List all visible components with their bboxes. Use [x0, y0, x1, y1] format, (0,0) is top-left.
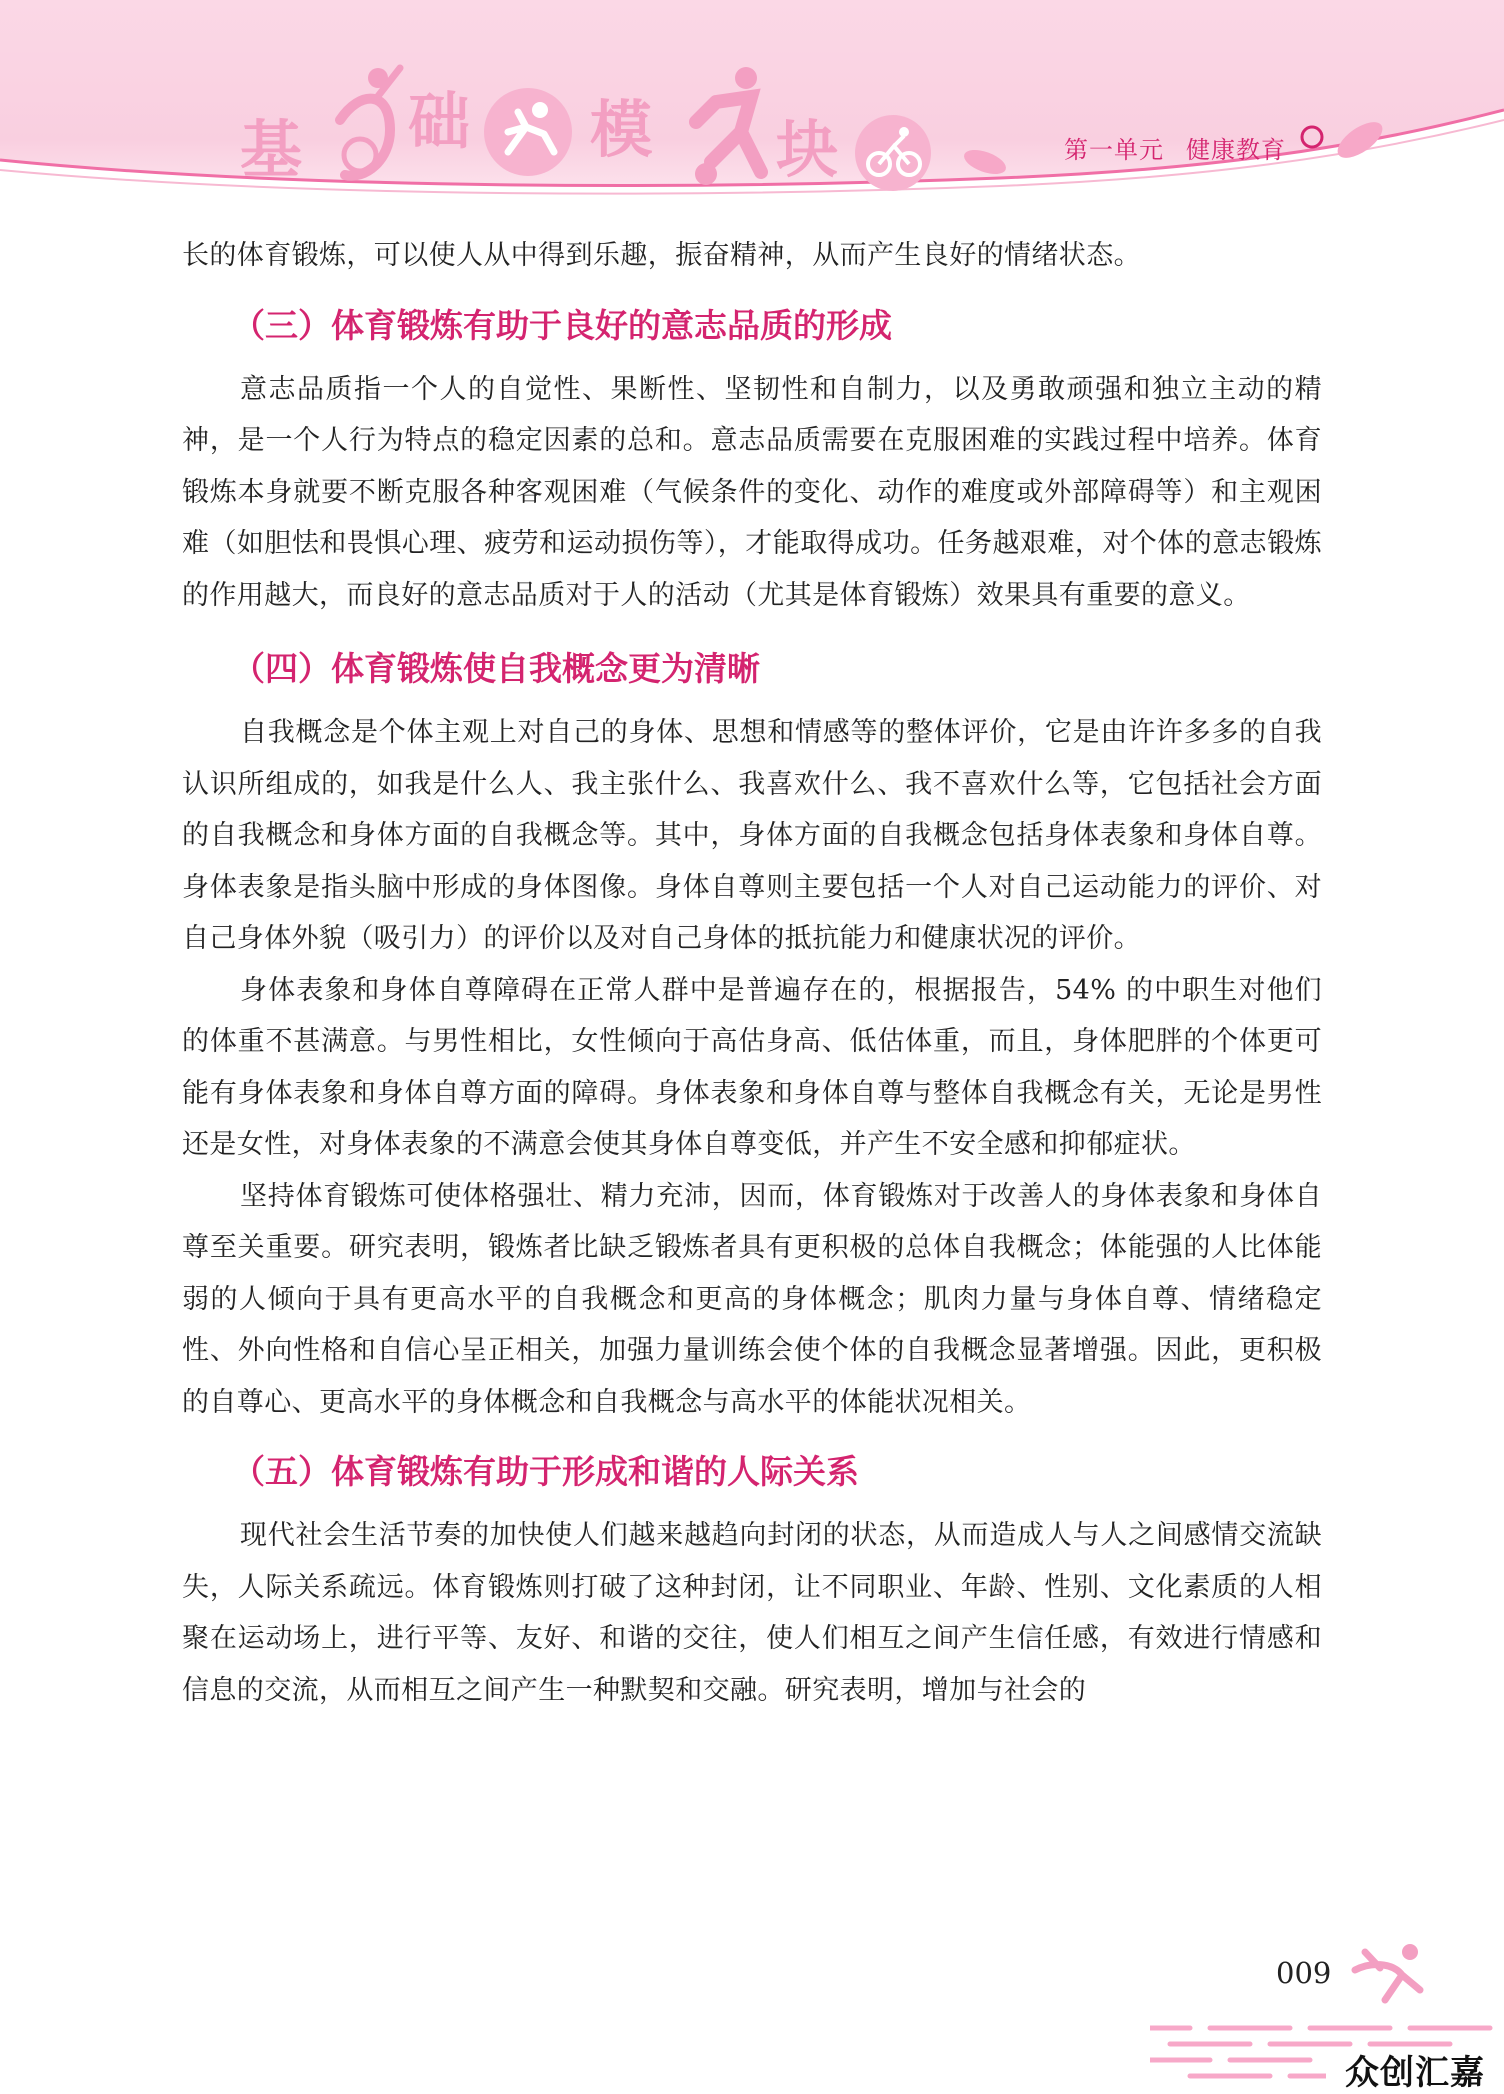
sprinter-icon: [478, 82, 578, 182]
section-4-paragraph-2: 身体表象和身体自尊障碍在正常人群中是普遍存在的，根据报告，54% 的中职生对他们的体重不甚满意。与男性相比，女性倾向于高估身高、低估体重，而且，身体肥胖的个体更可能有身体表象和身体自尊方面的障碍。身体表象和身体自尊与整体自我概念有关，无论是男性还是女性，对身体表象的不满意会使其身体自尊变低，并产生不安全感和抑郁症状。: [182, 974, 1322, 1160]
intro-paragraph: 长的体育锻炼，可以使人从中得到乐趣，振奋精神，从而产生良好的情绪状态。: [182, 240, 1141, 271]
section-4-paragraph-1: 自我概念是个体主观上对自己的身体、思想和情感等的整体评价，它是由许许多多的自我认识所组成的，如我是什么人、我主张什么、我喜欢什么、我不喜欢什么等，它包括社会方面的自我概念和身体方面的自我概念等。其中，身体方面的自我概念包括身体表象和身体自尊。身体表象是指头脑中形成的身体图像。身体自尊则主要包括一个人对自己运动能力的评价、对自己身体外貌（吸引力）的评价以及对自己身体的抵抗能力和健康状况的评价。: [182, 717, 1322, 954]
banner-char-2: 础: [408, 85, 473, 158]
page-body: [182, 230, 1322, 1716]
page-number: 009: [1276, 1956, 1332, 1990]
watermark-logo: 众创汇嘉: [1326, 2052, 1504, 2094]
banner-char-3: 模: [590, 93, 655, 166]
section-4-paragraph-3: 坚持体育锻炼可使体格强壮、精力充沛，因而，体育锻炼对于改善人的身体表象和身体自尊至关重要。研究表明，锻炼者比缺乏锻炼者具有更积极的总体自我概念；体能强的人比体能弱的人倾向于具有更高水平的自我概念和更高的身体概念；肌肉力量与身体自尊、情绪稳定性、外向性格和自信心呈正相关，加强力量训练会使个体的自我概念显著增强。因此，更积极的自尊心、更高水平的身体概念和自我概念与高水平的体能状况相关。: [182, 1180, 1322, 1418]
unit-label: 第一单元: [1064, 136, 1164, 164]
unit-name: 健康教育: [1186, 136, 1286, 164]
unit-title: [1064, 130, 1286, 165]
section-3-paragraph-1: 意志品质指一个人的自觉性、果断性、坚韧性和自制力，以及勇敢顽强和独立主动的精神，是一个人行为特点的稳定因素的总和。意志品质需要在克服困难的实践过程中培养。体育锻炼本身就要不断克服各种客观困难（气候条件的变化、动作的难度或外部障碍等）和主观困难（如胆怯和畏惧心理、疲劳和运动损伤等），才能取得成功。任务越艰难，对个体的意志锻炼的作用越大，而良好的意志品质对于人的活动（尤其是体育锻炼）效果具有重要的意义。: [182, 373, 1322, 611]
section-5-title: （五）体育锻炼有助于形成和谐的人际关系: [232, 1452, 859, 1491]
soccer-player-icon: [676, 62, 786, 192]
runner-footer-icon: [1340, 1940, 1430, 2010]
section-5-paragraph-1: 现代社会生活节奏的加快使人们越来越趋向封闭的状态，从而造成人与人之间感情交流缺失，人际关系疏远。体育锻炼则打破了这种封闭，让不同职业、年龄、性别、文化素质的人相聚在运动场上，进行平等、友好、和谐的交往，使人们相互之间产生信任感，有效进行情感和信息的交流，从而相互之间产生一种默契和交融。研究表明，增加与社会的: [182, 1520, 1322, 1706]
section-3-title: （三）体育锻炼有助于良好的意志品质的形成: [232, 305, 892, 345]
banner-char-1: 基: [240, 113, 305, 186]
volleyball-player-icon: [320, 60, 410, 190]
banner-char-4: 块: [776, 113, 841, 186]
cyclist-icon: [852, 112, 934, 194]
section-4-title: （四）体育锻炼使自我概念更为清晰: [232, 649, 760, 688]
